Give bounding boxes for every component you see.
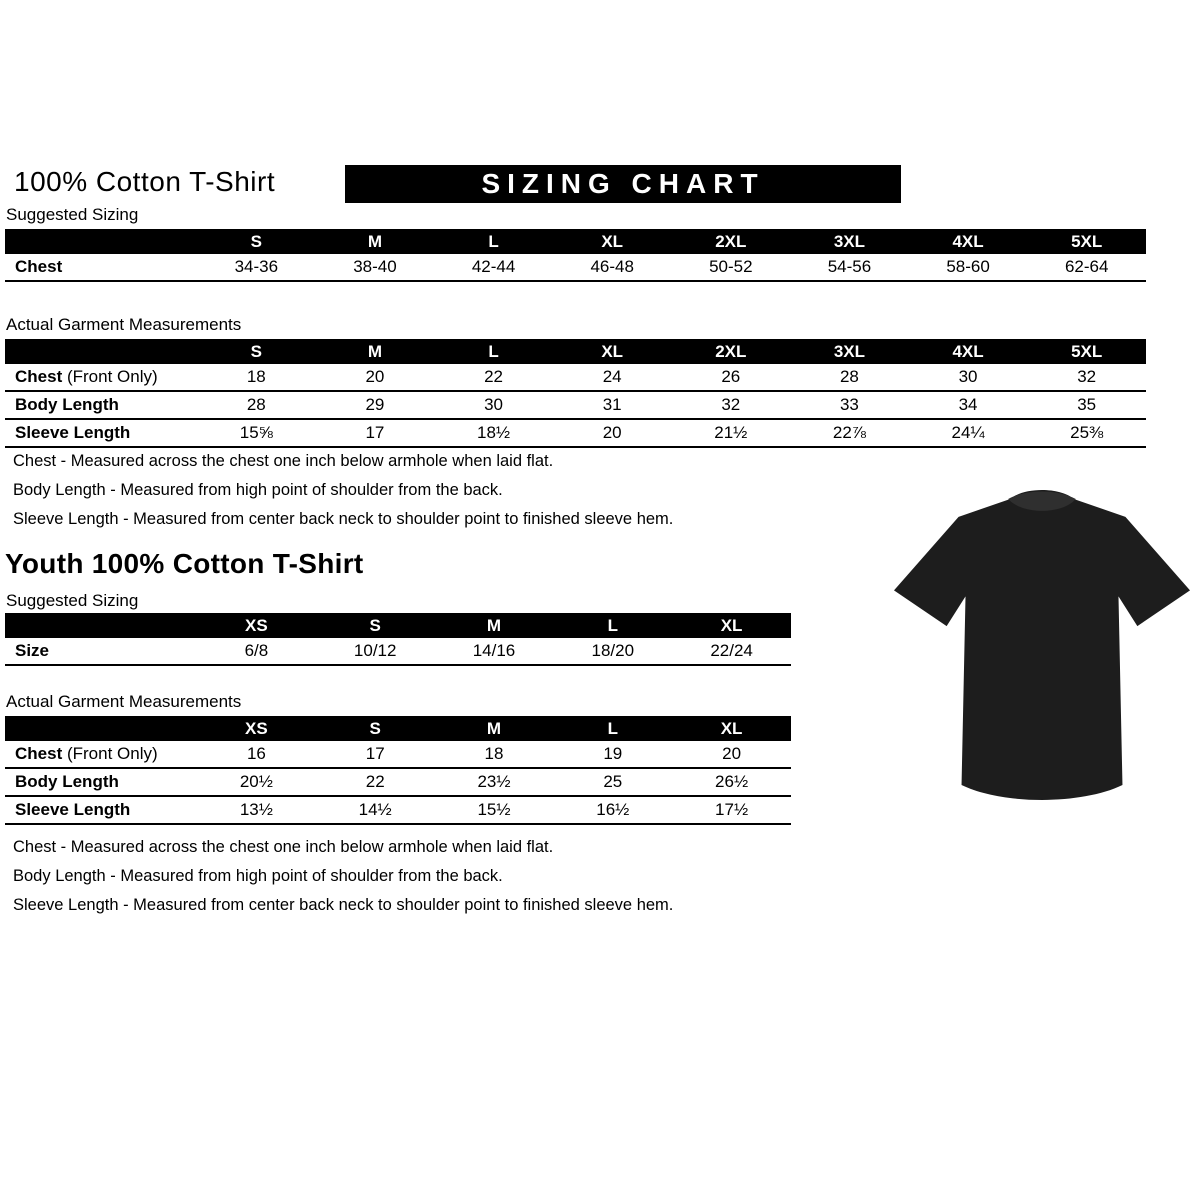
row-label: Chest (Front Only) (5, 741, 197, 768)
adult-suggested-sizing-label: Suggested Sizing (6, 205, 139, 224)
table-cell: 31 (553, 391, 672, 419)
table-cell: 20 (316, 364, 435, 391)
note-chest: Chest - Measured across the chest one inch below armhole when laid flat. (13, 838, 554, 856)
table-cell: 26 (672, 364, 791, 391)
table-cell: 33 (790, 391, 909, 419)
row-label: Sleeve Length (5, 796, 197, 824)
column-header: S (316, 716, 435, 741)
table-row (5, 638, 791, 665)
column-header: XL (553, 229, 672, 254)
youth-section-title: Youth 100% Cotton T-Shirt (5, 548, 364, 579)
row-label: Chest (Front Only) (5, 364, 197, 391)
note-body-length: Body Length - Measured from high point of shoulder from the back. (13, 867, 503, 885)
column-header: 3XL (790, 339, 909, 364)
table-row (5, 796, 791, 824)
row-label: Sleeve Length (5, 419, 197, 447)
adult-suggested-sizing (5, 229, 1146, 282)
table-cell: 6/8 (197, 638, 316, 665)
table-cell: 21½ (672, 419, 791, 447)
column-header: 2XL (672, 339, 791, 364)
table-cell: 38-40 (316, 254, 435, 281)
note-sleeve-length: Sleeve Length - Measured from center back neck to shoulder point to finished sleeve hem. (13, 896, 674, 914)
youth-suggested-sizing-label: Suggested Sizing (6, 591, 139, 610)
table-cell: 25⅜ (1027, 419, 1146, 447)
table-cell: 54-56 (790, 254, 909, 281)
adult-section-title: 100% Cotton T-Shirt (14, 166, 276, 197)
column-header: 5XL (1027, 339, 1146, 364)
column-header: XS (197, 716, 316, 741)
header-label-spacer (5, 613, 197, 638)
column-header: M (435, 716, 554, 741)
table-cell: 50-52 (672, 254, 791, 281)
table-cell: 18/20 (553, 638, 672, 665)
table-cell: 35 (1027, 391, 1146, 419)
column-header: L (553, 613, 672, 638)
table-cell: 15⅝ (197, 419, 316, 447)
table-cell: 18½ (434, 419, 553, 447)
note-chest: Chest - Measured across the chest one inch below armhole when laid flat. (13, 452, 554, 470)
table-cell: 15½ (435, 796, 554, 824)
youth-actual-measurements (5, 716, 791, 825)
table-cell: 34-36 (197, 254, 316, 281)
table-cell: 62-64 (1027, 254, 1146, 281)
table-row (5, 254, 1146, 281)
table-cell: 32 (672, 391, 791, 419)
column-header: L (434, 229, 553, 254)
tshirt-silhouette (894, 490, 1190, 800)
table-row (5, 391, 1146, 419)
table-cell: 13½ (197, 796, 316, 824)
header-row (5, 229, 1146, 254)
adult-actual-measurements (5, 339, 1146, 448)
table-cell: 46-48 (553, 254, 672, 281)
table-cell: 22/24 (672, 638, 791, 665)
table-cell: 18 (435, 741, 554, 768)
header-label-spacer (5, 716, 197, 741)
column-header: 4XL (909, 229, 1028, 254)
table-cell: 16 (197, 741, 316, 768)
row-label: Body Length (5, 391, 197, 419)
youth-actual-measurements-label: Actual Garment Measurements (6, 692, 242, 711)
column-header: S (197, 339, 316, 364)
table-cell: 24¼ (909, 419, 1028, 447)
table-cell: 42-44 (434, 254, 553, 281)
table-cell: 32 (1027, 364, 1146, 391)
column-header: XL (672, 716, 791, 741)
table-cell: 23½ (435, 768, 554, 796)
youth-measurement-notes (13, 838, 673, 925)
column-header: 3XL (790, 229, 909, 254)
column-header: S (197, 229, 316, 254)
adult-measurement-notes (13, 452, 673, 539)
note-body-length: Body Length - Measured from high point of shoulder from the back. (13, 481, 503, 499)
table-cell: 20 (553, 419, 672, 447)
table-cell: 58-60 (909, 254, 1028, 281)
table-cell: 26½ (672, 768, 791, 796)
size-table (5, 613, 791, 666)
size-table (5, 339, 1146, 448)
row-label: Size (5, 638, 197, 665)
table-cell: 19 (553, 741, 672, 768)
column-header: XS (197, 613, 316, 638)
table-cell: 10/12 (316, 638, 435, 665)
size-table (5, 229, 1146, 282)
table-cell: 18 (197, 364, 316, 391)
table-row (5, 768, 791, 796)
table-cell: 22 (434, 364, 553, 391)
table-row (5, 419, 1146, 447)
table-cell: 25 (553, 768, 672, 796)
table-cell: 22⅞ (790, 419, 909, 447)
column-header: L (553, 716, 672, 741)
header-row (5, 716, 791, 741)
table-cell: 20½ (197, 768, 316, 796)
table-cell: 17 (316, 419, 435, 447)
table-cell: 17½ (672, 796, 791, 824)
header-label-spacer (5, 339, 197, 364)
column-header: L (434, 339, 553, 364)
column-header: XL (672, 613, 791, 638)
table-cell: 29 (316, 391, 435, 419)
column-header: S (316, 613, 435, 638)
note-sleeve-length: Sleeve Length - Measured from center back neck to shoulder point to finished sleeve hem. (13, 510, 674, 528)
column-header: 2XL (672, 229, 791, 254)
table-cell: 20 (672, 741, 791, 768)
row-label: Chest (5, 254, 197, 281)
table-cell: 30 (909, 364, 1028, 391)
sizing-chart-banner: SIZING CHART (345, 165, 901, 203)
adult-actual-measurements-label: Actual Garment Measurements (6, 315, 242, 334)
column-header: 4XL (909, 339, 1028, 364)
table-cell: 22 (316, 768, 435, 796)
table-cell: 24 (553, 364, 672, 391)
header-row (5, 339, 1146, 364)
header-row (5, 613, 791, 638)
column-header: 5XL (1027, 229, 1146, 254)
column-header: M (435, 613, 554, 638)
table-cell: 14½ (316, 796, 435, 824)
column-header: XL (553, 339, 672, 364)
tshirt-image (893, 470, 1191, 818)
table-cell: 34 (909, 391, 1028, 419)
header-label-spacer (5, 229, 197, 254)
column-header: M (316, 229, 435, 254)
table-cell: 16½ (553, 796, 672, 824)
row-label: Body Length (5, 768, 197, 796)
table-cell: 17 (316, 741, 435, 768)
youth-suggested-sizing (5, 613, 791, 666)
table-cell: 28 (197, 391, 316, 419)
table-row (5, 364, 1146, 391)
table-cell: 30 (434, 391, 553, 419)
table-cell: 14/16 (435, 638, 554, 665)
table-cell: 28 (790, 364, 909, 391)
table-row (5, 741, 791, 768)
size-table (5, 716, 791, 825)
column-header: M (316, 339, 435, 364)
